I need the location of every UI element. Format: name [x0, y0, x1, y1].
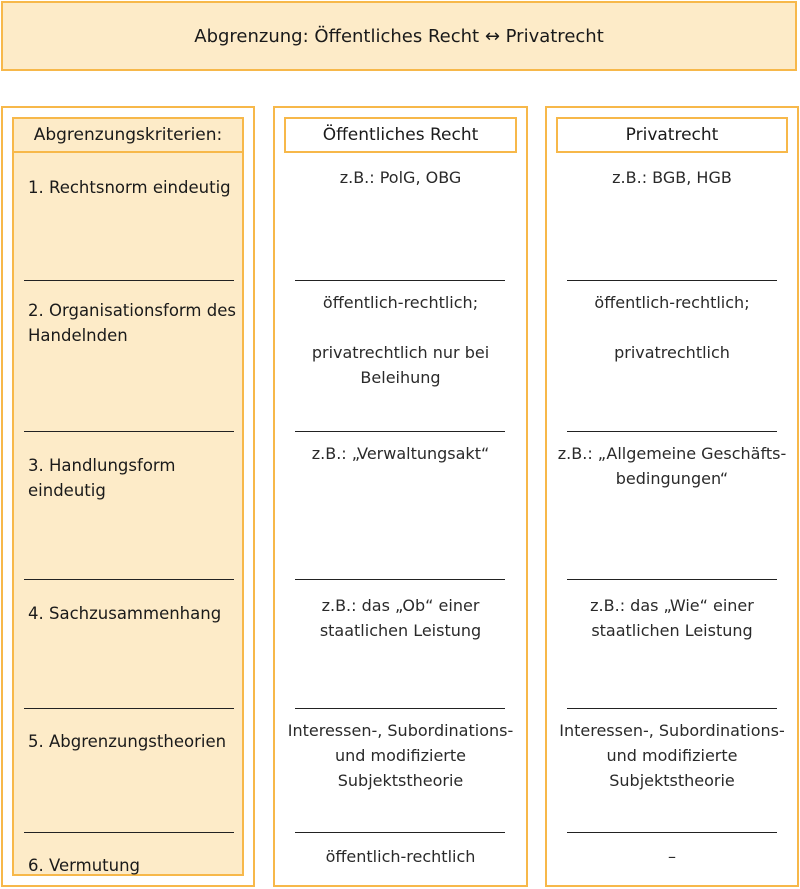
private-law-column	[545, 106, 799, 887]
private-cell-5: Interessen-, Subordinations- und modifizierte Subjektstheorie	[559, 721, 785, 790]
divider	[24, 431, 234, 432]
divider	[24, 832, 234, 833]
criterion-5: 5. Abgrenzungstheorien	[28, 732, 227, 751]
divider	[567, 431, 777, 432]
private-cell-4: z.B.: das „Wie“ einer staatlichen Leistung	[590, 596, 754, 640]
public-cell-3: z.B.: „Verwaltungsakt“	[311, 444, 490, 463]
divider	[295, 708, 505, 709]
private-cell-3: z.B.: „Allgemeine Geschäfts- bedingungen“	[557, 444, 787, 488]
public-cell-6: öffentlich-rechtlich	[325, 847, 476, 866]
criteria-column	[1, 106, 255, 887]
criterion-1: 1. Rechtsnorm eindeutig	[28, 178, 231, 197]
divider	[567, 579, 777, 580]
private-cell-1: z.B.: BGB, HGB	[612, 168, 732, 187]
public-cell-4: z.B.: das „Ob“ einer staatlichen Leistung	[319, 596, 482, 640]
diagram-title	[1, 1, 797, 71]
criterion-6: 6. Vermutung	[28, 856, 141, 875]
divider	[567, 280, 777, 281]
criteria-panel	[12, 117, 244, 876]
divider	[24, 579, 234, 580]
divider	[295, 280, 505, 281]
divider	[295, 832, 505, 833]
private-cell-2: öffentlich-rechtlich; privatrechtlich	[594, 293, 750, 362]
public-law-header: Öffentliches Recht	[284, 117, 517, 153]
public-cell-2: öffentlich-rechtlich; privatrechtlich nur bei Beleihung	[311, 293, 490, 387]
criterion-4: 4. Sachzusammenhang	[28, 604, 222, 623]
title-text: Abgrenzung: Öffentliches Recht ↔ Privatrecht	[194, 25, 604, 47]
divider	[567, 832, 777, 833]
public-cell-5: Interessen-, Subordinations- und modifizierte Subjektstheorie	[287, 721, 514, 790]
divider	[24, 708, 234, 709]
criterion-2: 2. Organisationsform des Handelnden	[28, 301, 236, 345]
public-law-column	[273, 106, 528, 887]
private-law-header: Privatrecht	[556, 117, 788, 153]
divider	[24, 280, 234, 281]
criterion-3: 3. Handlungsform eindeutig	[28, 456, 176, 500]
divider	[295, 579, 505, 580]
private-cell-6: –	[668, 847, 676, 866]
divider	[295, 431, 505, 432]
divider	[567, 708, 777, 709]
public-cell-1: z.B.: PolG, OBG	[339, 168, 462, 187]
criteria-header: Abgrenzungskriterien:	[14, 119, 242, 153]
